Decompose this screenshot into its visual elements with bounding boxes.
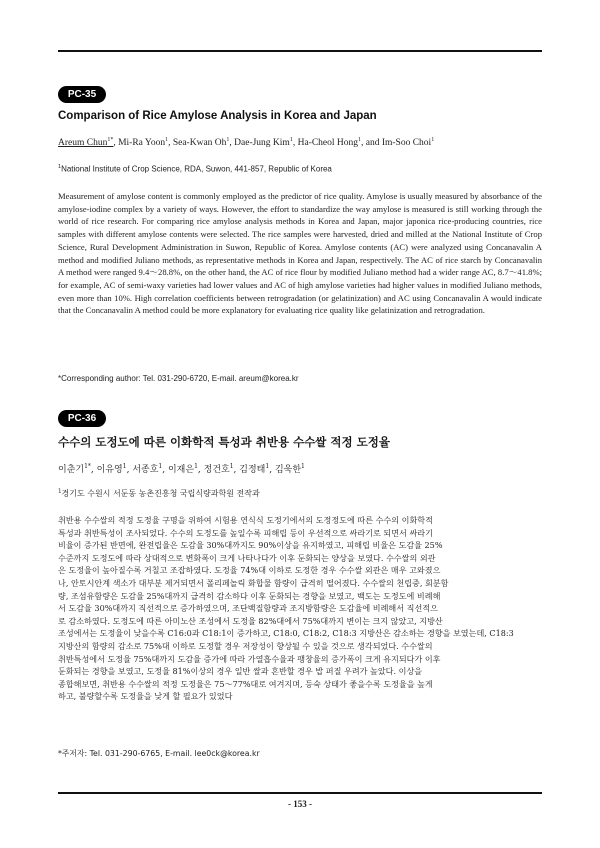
abstract-line: 서 도감율 30%대까지 직선적으로 증가하였으며, 조단백질함량과 조지방함량은 도감율에 비례해서 직선적으 [58,603,438,614]
abstract-line: 지방산의 함량의 감소로 75%대 이하로 도정할 경우 저장성이 향상될 수 있을 것으로 생각되었다. 수수쌀의 [58,640,433,651]
abstract-line: 은 도정율이 높아질수록 거칠고 조잡하였다. 도정율 74%대 이하로 도정한 경우 수수쌀 외관은 매우 고와졌으 [58,565,441,576]
author-pc36: 서종호$^1$ [132,463,163,475]
abstract-line: 로 감소하였다. 도정도에 따른 아미노산 조성에서 도정율 82%대에서 75%대까지 변이는 크지 않았고, 지방산 [58,615,443,626]
affiliation-pc36: $^1$경기도 수원시 서둔동 농촌진흥청 국립식량과학원 전작과 [58,488,260,498]
abstract-badge-pc36: PC-36 [58,410,106,427]
author-pc35: Im-Soo Choi$^1$ [381,137,435,149]
affiliation-pc35: $^1$National Institute of Crop Science, RDA, Suwon, 441-857, Republic of Korea [58,164,332,174]
author-pc36: 김정태$^1$ [239,463,270,475]
abstract-title-pc36: 수수의 도정도에 따른 이화학적 특성과 취반용 수수쌀 적정 도정율 [58,435,390,449]
author-pc35: Ha-Cheol Hong$^1$ [297,137,361,149]
abstract-line: 종합해보면, 취반용 수수쌀의 적정 도정율은 75～77%대로 여겨지며, 등숙 상태가 좋을수록 도정율을 높게 [58,678,433,689]
bottom-rule [58,792,542,794]
author-pc35: Dae-Jung Kim$^1$ [234,137,293,149]
abstract-line: 하고, 불량할수록 도정율을 낮게 할 필요가 있었다 [58,691,233,702]
abstract-title-pc35: Comparison of Rice Amylose Analysis in Korea and Japan [58,110,377,122]
abstract-line: 량, 조섬유함량은 도감율 25%대까지 급격히 감소하다 이후 둔화되는 경향을 보였고, 백도는 도정도에 비례해 [58,590,441,601]
top-rule [58,50,542,52]
abstract-line: 특성과 취반특성이 조사되었다. 수수의 도정도를 높일수록 피해립 등이 우선적으로 싸라기로 되면서 싸라기 [58,527,433,538]
abstract-badge-pc35: PC-35 [58,86,106,103]
author-pc36: 정건호$^1$ [203,463,234,475]
abstract-line: 조성에서는 도정율이 낮을수록 C16:0과 C18:1이 증가하고, C18:0, C18:2, C18:3 지방산은 감소하는 경향을 보였는데, C18:3 [58,628,514,639]
author-pc35: Mi-Ra Yoon$^1$ [118,137,169,149]
abstract-body-pc36 [58,514,542,703]
author-list-pc36: 이춘기$^{1*}$, 이유영$^1$, 서종호$^1$, 이재은$^1$, 정건호$^1$, 김정태$^1$, 김욱한$^1$ [58,463,305,475]
author-pc35: Sea-Kwan Oh$^1$ [172,137,230,149]
page-number: - 153 - [288,799,312,809]
abstract-line: 수준까지 도정도에 따라 상대적으로 변화폭이 크게 나타나다가 이후 둔화되는 양상을 보였다. 수수쌀의 외관 [58,552,436,563]
abstract-line: 취반용 수수쌀의 적정 도정율 구명을 위하여 시험용 연식식 도정기에서의 도정정도에 따른 수수의 이화학적 [58,515,433,525]
abstract-body-pc35: Measurement of amylose content is commonly employed as the predictor of rice quality. Amylose is usually measured by absorbance of the amylose-iodine complex by a variety of ways. However, the effort to standardize the way amylose is measured is still working through the world of rice research. For comparing rice amylose analysis methods in Korea and Japan, major japonica rice-producing countries, rice samples with different amylose contents were selected. The rice samples were harvested, dried and milled at the National Institute of Crop Science, Rural Development Administration in Suwon, Republic of Korea. Amylose contents (AC) were analyzed using Concanavalin A method and modified Juliano methods, as representative methods in Korea and Japan, respectively. The AC of rice starch by Concanavalin A method were ranged 9.4～28.8%, on the other hand, the AC of rice flour by modified Juliano method had a wider range AC, 8.7～41.8%; for example, AC of semi-waxy varieties had lower values and AC of high amylose varieties had higher values in modified Juliano methods, even more than 10%. High correlation coefficients between retrogradation (or gelatinization) and AC using Concanavalin A would indicate that the Concanavalin A method could be more explanatory for evaluating rice quality like gelatinization and retrogradation. [58,191,542,316]
abstract-line: 비율이 증가된 반면에, 완전립율은 도감율 30%대까지도 90%이상을 유지하였고, 피해립 비율은 도감율 25% [58,540,443,551]
author-pc36: 이유영$^1$ [96,463,127,475]
abstract-line: 취반특성에서 도정율 75%대까지 도감율 증가에 따라 가열흡수율과 팽창율의 증가폭이 크게 유지되다가 이후 [58,653,441,664]
author-first-pc35: Areum Chun$^{1*}$ [58,137,114,149]
author-first-pc36: 이춘기$^{1*}$ [58,463,91,475]
author-list-pc35: Areum Chun$^{1*}$, Mi-Ra Yoon$^1$, Sea-Kwan Oh$^1$, Dae-Jung Kim$^1$, Ha-Cheol Hong$^1$, and Im-Soo Choi$^1$ [58,137,435,149]
author-pc36: 이재은$^1$ [167,463,198,475]
abstract-line: 나, 안토시안계 색소가 대부분 제거되면서 폴리페놀릭 화합물 함량이 급격히 떨어졌다. 수수쌀의 천립중, 회분함 [58,577,449,588]
author-pc36: 김욱한$^1$ [274,463,305,475]
abstract-line: 둔화되는 경향을 보였고, 도정율 81%이상의 경우 일반 쌀과 혼반할 경우 밥 퍼질 우려가 높았다. 이상을 [58,666,423,677]
corresponding-author-pc35: *Corresponding author: Tel. 031-290-6720, E-mail. areum@korea.kr [58,374,299,383]
corresponding-author-pc36: *주저자: Tel. 031-290-6765, E-mail. lee0ck@korea.kr [58,749,260,758]
